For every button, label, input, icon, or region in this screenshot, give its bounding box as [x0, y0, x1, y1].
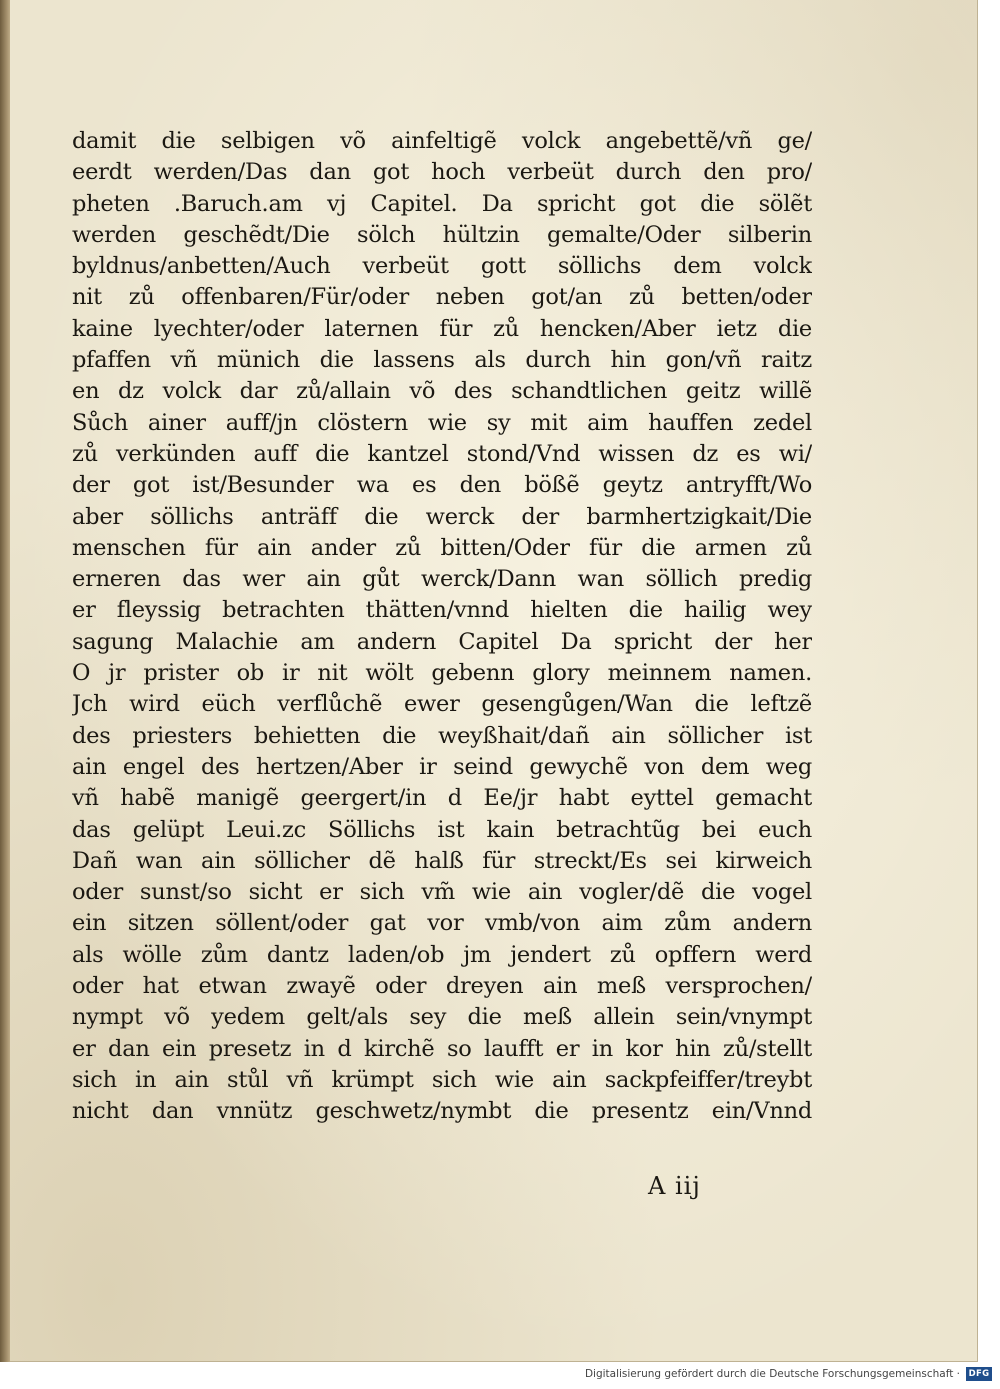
- text-line: vñ habẽ manigẽ geergert/in d Ee/jr habt eyttel gemacht: [72, 785, 812, 812]
- text-line: nicht dan vnnütz geschwetz/nymbt die presentz ein/Vnnd: [72, 1098, 812, 1125]
- text-line: des priesters behietten die weyßhait/dañ ain söllicher ist: [72, 722, 812, 749]
- text-line: ain engel des hertzen/Aber ir seind gewychẽ von dem weg: [72, 753, 812, 780]
- text-line: werden geschẽdt/Die sölch hültzin gemalte/Oder silberin: [72, 221, 812, 248]
- text-line: Sůch ainer auff/jn clöstern wie sy mit aim hauffen zedel: [72, 409, 812, 436]
- text-line: eerdt werden/Das dan got hoch verbeüt durch den pro/: [72, 159, 812, 186]
- book-page: [10, 0, 978, 1362]
- text-line: menschen für ain ander zů bitten/Oder für die armen zů: [72, 534, 812, 561]
- text-line: nympt võ yedem gelt/als sey die meß allein sein/vnympt: [72, 1004, 812, 1031]
- footer-credit-text: Digitalisierung gefördert durch die Deutsche Forschungsgemeinschaft ·: [584, 1368, 960, 1380]
- text-line: sich in ain stůl vñ krümpt sich wie ain sackpfeiffer/treybt: [72, 1066, 812, 1093]
- text-line: byldnus/anbetten/Auch verbeüt gott söllichs dem volck: [72, 253, 812, 280]
- text-line: en dz volck dar zů/allain võ des schandtlichen geitz willẽ: [72, 378, 812, 405]
- text-line: oder hat etwan zwayẽ oder dreyen ain meß versprochen/: [72, 973, 812, 1000]
- text-line: erneren das wer ain gůt werck/Dann wan söllich predig: [72, 566, 812, 593]
- text-line: er fleyssig betrachten thätten/vnnd hielten die hailig wey: [72, 597, 812, 624]
- text-line: sagung Malachie am andern Capitel Da spricht der her: [72, 628, 812, 655]
- text-line: kaine lyechter/oder laternen für zů hencken/Aber ietz die: [72, 315, 812, 342]
- text-line: als wölle zům dantz laden/ob jm jendert zů opffern werd: [72, 941, 812, 968]
- dfg-logo-icon: DFG: [966, 1367, 992, 1381]
- text-line: pheten .Baruch.am vj Capitel. Da spricht got die sölẽt: [72, 190, 812, 217]
- text-line: damit die selbigen võ ainfeltigẽ volck angebettẽ/vñ ge/: [72, 128, 812, 154]
- text-line: Dañ wan ain söllicher dẽ halß für streckt/Es sei kirweich: [72, 847, 812, 874]
- digitization-footer: [0, 1362, 1000, 1389]
- text-line: Jch wird eüch verflůchẽ ewer gesengůgen/Wan die leftzẽ: [72, 691, 812, 718]
- text-line: das gelüpt Leui.zc Söllichs ist kain betrachtũg bei euch: [72, 816, 812, 843]
- text-line: er dan ein presetz in d kirchẽ so laufft er in kor hin zů/stellt: [72, 1035, 812, 1062]
- text-line: oder sunst/so sicht er sich vm̃ wie ain vogler/dẽ die vogel: [72, 879, 812, 906]
- text-line: aber söllichs anträff die werck der barmhertzigkait/Die: [72, 503, 812, 530]
- text-line: O jr prister ob ir nit wölt gebenn glory meinnem namen.: [72, 660, 812, 687]
- text-line: ein sitzen söllent/oder gat vor vmb/von aim zům andern: [72, 910, 812, 937]
- text-line: zů verkünden auff die kantzel stond/Vnd wissen dz es wi/: [72, 440, 812, 467]
- text-line: der got ist/Besunder wa es den bößẽ geytz antryfft/Wo: [72, 472, 812, 499]
- text-line: nit zů offenbaren/Für/oder neben got/an zů betten/oder: [72, 284, 812, 311]
- text-line: pfaffen vñ münich die lassens als durch hin gon/vñ raitz: [72, 347, 812, 374]
- page-text-block: [72, 126, 812, 1128]
- signature-mark: A iij: [648, 1172, 701, 1200]
